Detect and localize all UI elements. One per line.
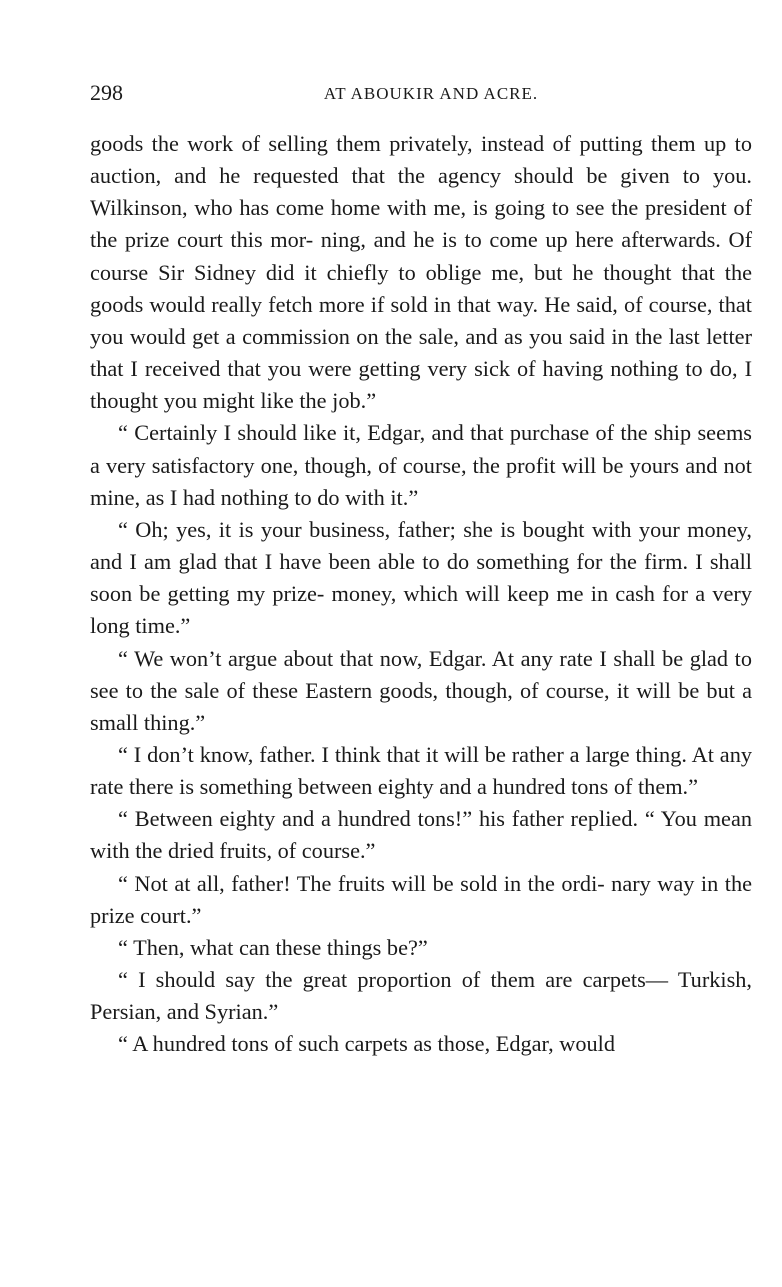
paragraph: “ I should say the great proportion of them are carpets— Turkish, Persian, and Syrian.” xyxy=(90,967,752,1025)
page-header xyxy=(90,78,752,108)
paragraph: “ Oh; yes, it is your business, father; she is bought with your money, and I am glad that I have been able to do something for the firm. I shall soon be getting my prize- money, which will keep me in cash for a very long time.” xyxy=(90,516,752,639)
book-page xyxy=(90,78,752,1061)
running-head: AT ABOUKIR AND ACRE. xyxy=(323,84,539,103)
paragraph: “ Certainly I should like it, Edgar, and that purchase of the ship seems a very satisfactory one, though, of course, the profit will be yours and not mine, as I had nothing to do with it.” xyxy=(90,420,752,510)
paragraph: “ We won’t argue about that now, Edgar. At any rate I shall be glad to see to the sale of these Eastern goods, though, of course, it will be but a small thing.” xyxy=(90,645,752,735)
paragraph: “ Not at all, father! The fruits will be sold in the ordi- nary way in the prize court.” xyxy=(90,870,752,928)
page-body xyxy=(90,128,752,1061)
paragraph: “ Then, what can these things be?” xyxy=(118,934,428,960)
paragraph: “ I don’t know, father. I think that it will be rather a large thing. At any rate there is something between eighty and a hundred tons of them.” xyxy=(90,741,752,800)
paragraph: “ A hundred tons of such carpets as those, Edgar, would xyxy=(118,1031,615,1057)
paragraph: “ Between eighty and a hundred tons!” his father replied. “ You mean with the dried fruits, of course.” xyxy=(90,806,752,864)
page-number: 298 xyxy=(90,80,123,105)
paragraph: goods the work of selling them privately, instead of putting them up to auction, and he requested that the agency should be given to you. Wilkinson, who has come home with me, is going to see the president of the prize court this mor- ning, and he is to come up here afterwards. Of course Sir Sidney did it chiefly to oblige me, but he thought that the goods would really fetch more if sold in that way. He said, of course, that you would get a commission on the sale, and as you said in the last letter that I received that you were getting very sick of having nothing to do, I thought you might like the job.” xyxy=(90,131,752,414)
